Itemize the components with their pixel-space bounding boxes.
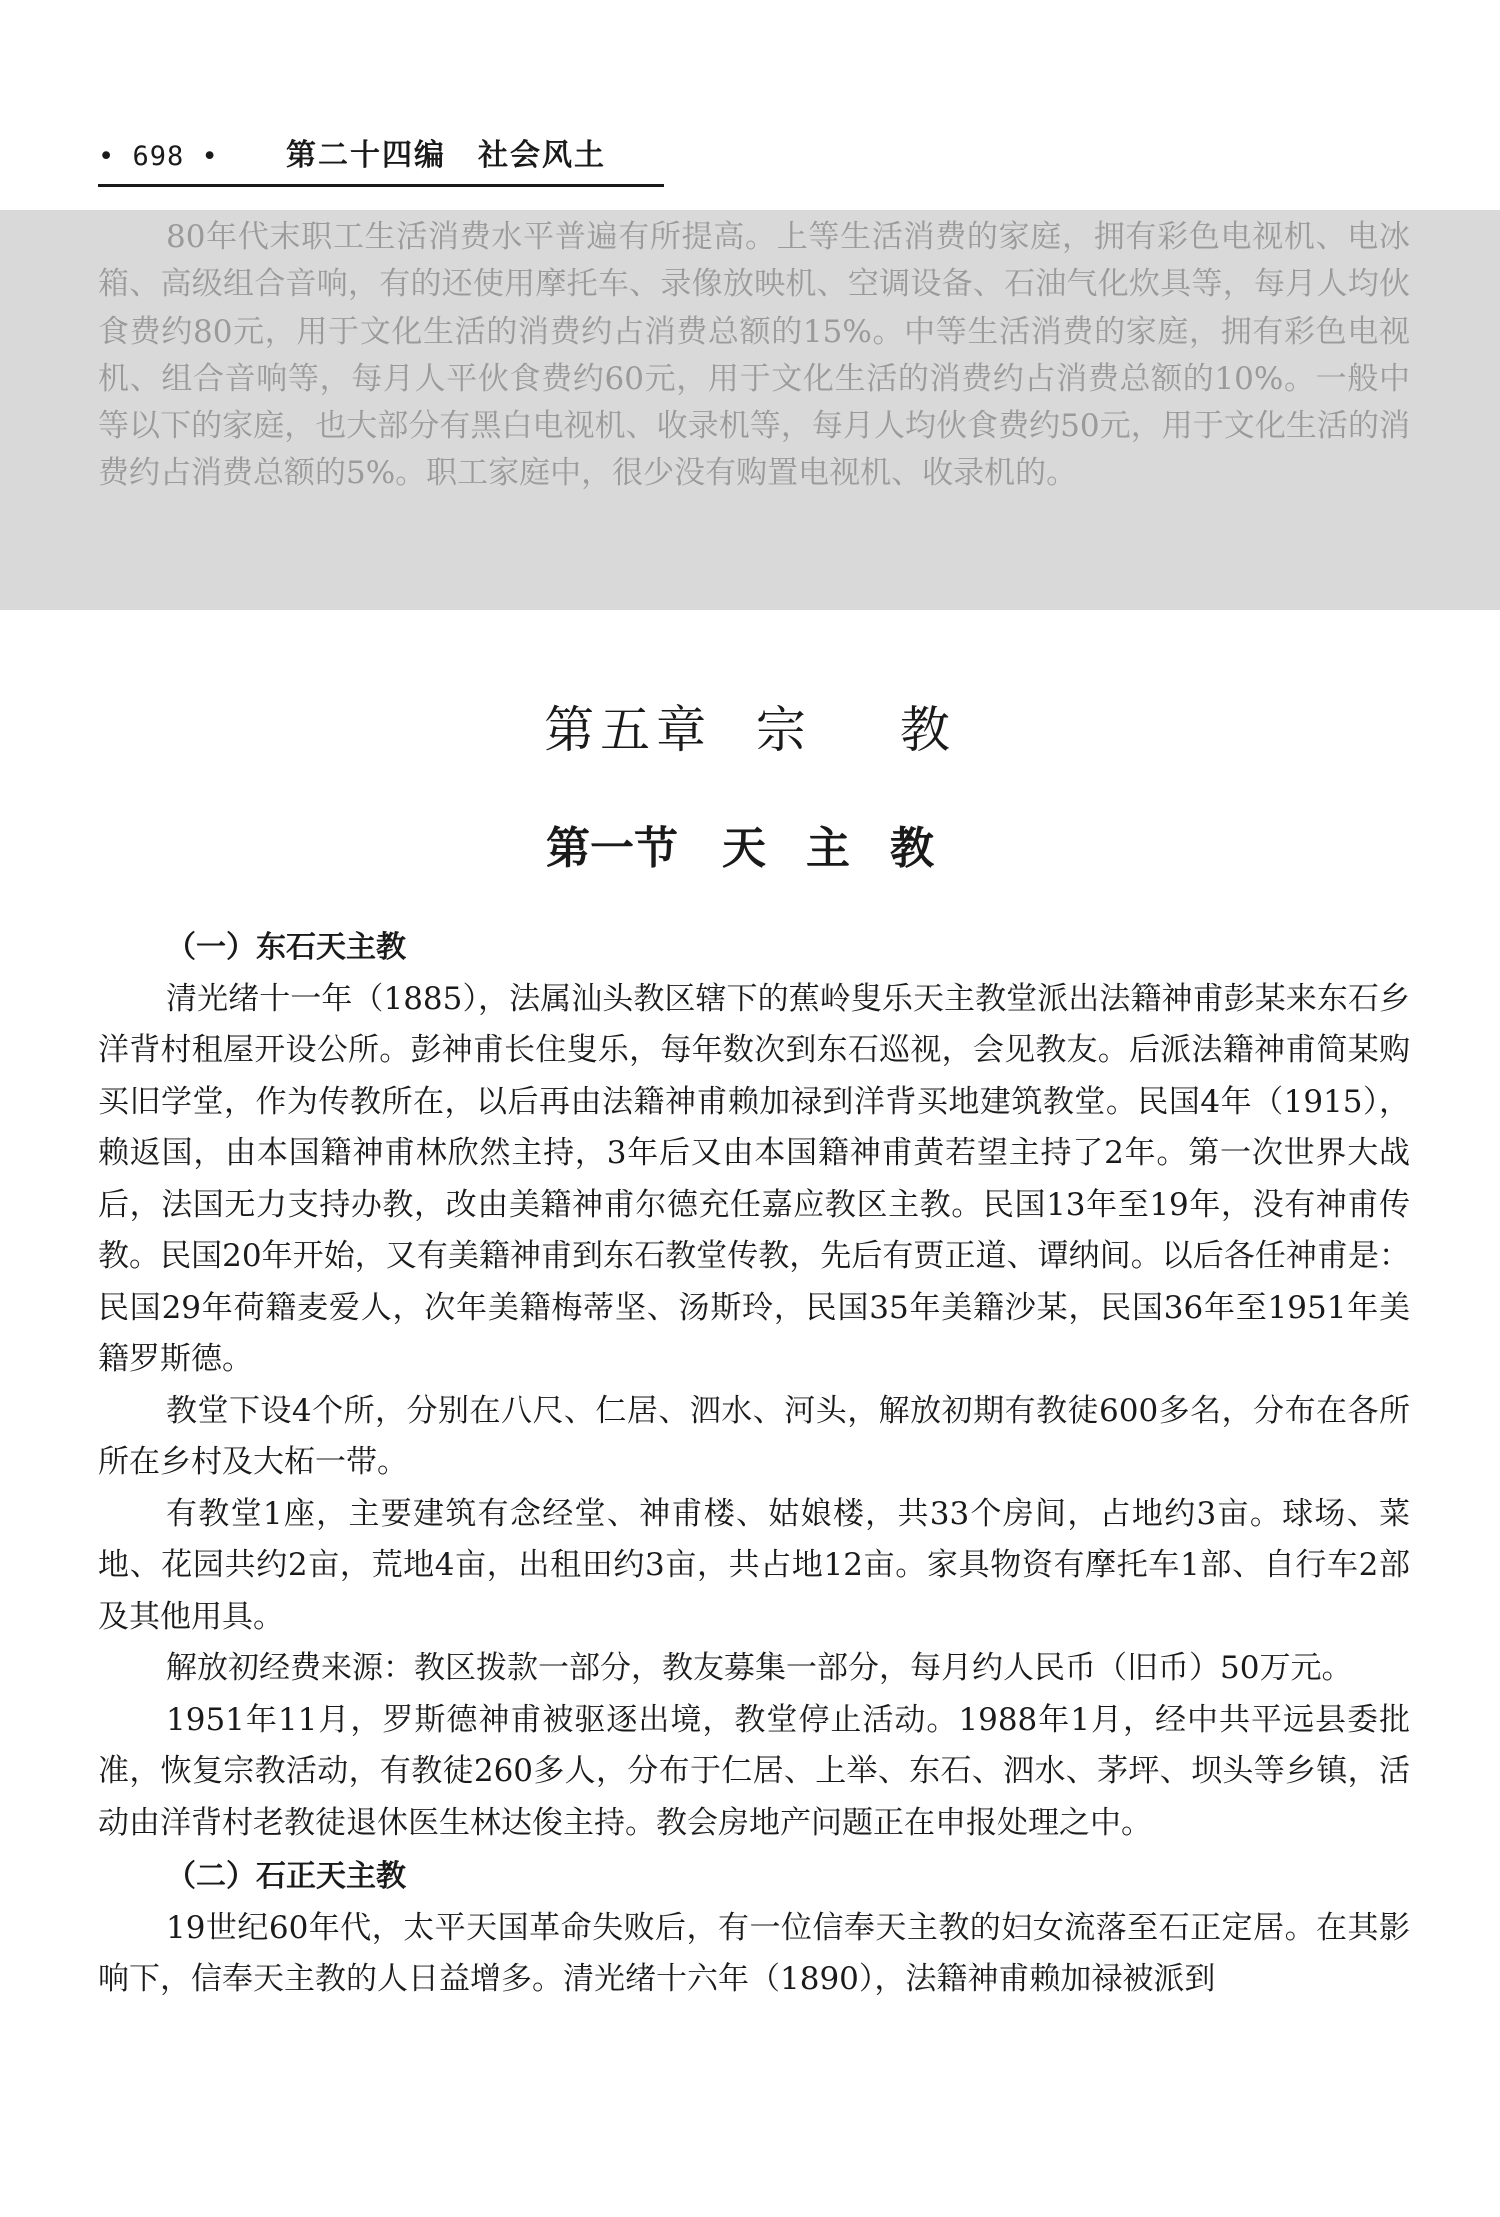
running-header (98, 130, 664, 187)
body-paragraph: 解放初经费来源：教区拨款一部分，教友募集一部分，每月约人民币（旧币）50万元。 (166, 1650, 1353, 1686)
section-word-3: 教 (890, 823, 934, 874)
faded-paragraph: 80年代末职工生活消费水平普遍有所提高。上等生活消费的家庭，拥有彩色电视机、电冰箱、高级组合音响，有的还使用摩托车、录像放映机、空调设备、石油气化炊具等，每月人均伙食费约80元，用于文化生活的消费约占消费总额的15%。中等生活消费的家庭，拥有彩色电视机、组合音响等，每月人平伙食费约60元，用于文化生活的消费约占消费总额的10%。一般中等以下的家庭，也大部分有黑白电视机、收录机等，每月人均伙食费约50元，用于文化生活的消费约占消费总额的5%。职工家庭中，很少没有购置电视机、收录机的。 (98, 219, 1410, 492)
section-prefix: 第一节 (546, 823, 678, 874)
chapter-word-2: 教 (899, 701, 956, 759)
chapter-prefix: 第五章 (544, 701, 713, 759)
section-word-1: 天 (722, 823, 766, 874)
section-title (0, 812, 1500, 876)
page-number: • 698 • (98, 141, 219, 172)
body-paragraph: 19世纪60年代，太平天国革命失败后，有一位信奉天主教的妇女流落至石正定居。在其影响下，信奉天主教的人日益增多。清光绪十六年（1890），法籍神甫赖加禄被派到 (98, 1909, 1410, 1997)
body-paragraph: 清光绪十一年（1885），法属汕头教区辖下的蕉岭叟乐天主教堂派出法籍神甫彭某来东石乡洋背村租屋开设公所。彭神甫长住叟乐，每年数次到东石巡视，会见教友。后派法籍神甫简某购买旧学堂，作为传教所在，以后再由法籍神甫赖加禄到洋背买地建筑教堂。民国4年（1915），赖返国，由本国籍神甫林欣然主持，3年后又由本国籍神甫黄若望主持了2年。第一次世界大战后，法国无力支持办教，改由美籍神甫尔德充任嘉应教区主教。民国13年至19年，没有神甫传教。民国20年开始，又有美籍神甫到东石教堂传教，先后有贾正道、谭纳间。以后各任神甫是：民国29年荷籍麦爱人，次年美籍梅蒂坚、汤斯玲，民国35年美籍沙某，民国36年至1951年美籍罗斯德。 (98, 980, 1410, 1377)
body-paragraph: 有教堂1座，主要建筑有念经堂、神甫楼、姑娘楼，共33个房间，占地约3亩。球场、菜地、花园共约2亩，荒地4亩，出租田约3亩，共占地12亩。家具物资有摩托车1部、自行车2部及其他用具。 (98, 1495, 1410, 1635)
subsection-heading: （二）石正天主教 (166, 1859, 406, 1894)
body-paragraph: 教堂下设4个所，分别在八尺、仁居、泗水、河头，解放初期有教徒600多名，分布在各所所在乡村及大柘一带。 (98, 1392, 1410, 1480)
subsection-heading: （一）东石天主教 (166, 930, 406, 965)
main-text (98, 922, 1410, 2006)
chapter-title (0, 690, 1500, 762)
running-title: 第二十四编 社会风土 (286, 138, 606, 173)
chapter-word-1: 宗 (755, 701, 812, 759)
body-paragraph: 1951年11月，罗斯德神甫被驱逐出境，教堂停止活动。1988年1月，经中共平远县委批准，恢复宗教活动，有教徒260多人，分布于仁居、上举、东石、泗水、茅坪、坝头等乡镇，活动由洋背村老教徒退休医生林达俊主持。教会房地产问题正在申报处理之中。 (98, 1701, 1410, 1841)
section-word-2: 主 (806, 823, 850, 874)
faded-paragraph-block (98, 214, 1410, 498)
